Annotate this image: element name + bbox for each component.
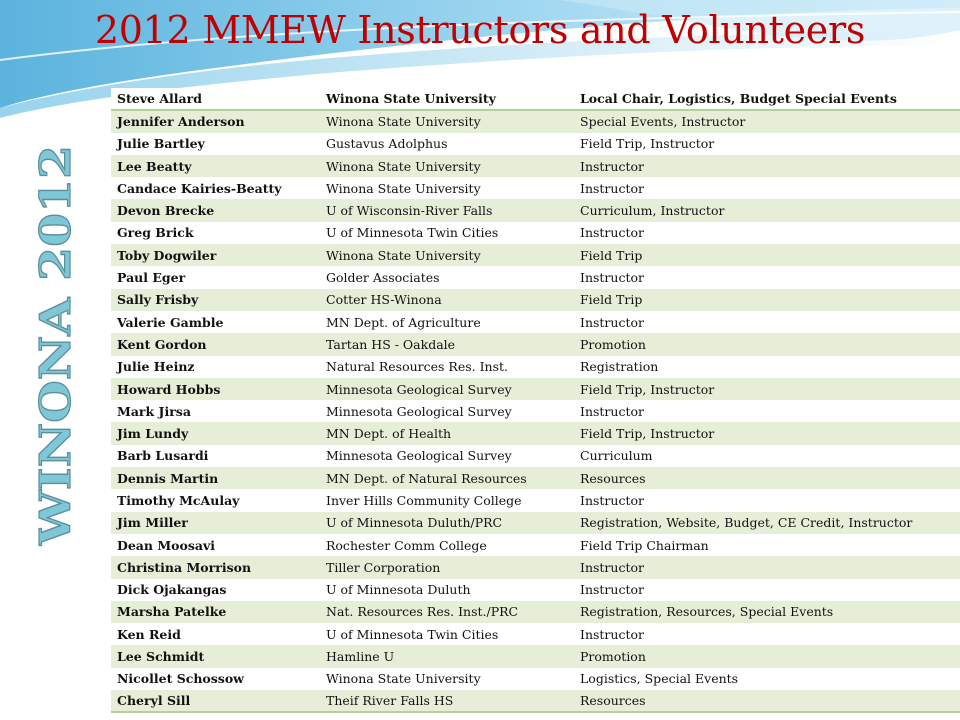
table-row — [111, 467, 960, 489]
table-row — [111, 556, 960, 578]
cell-affiliation: U of Minnesota Duluth/PRC — [326, 515, 503, 531]
cell-name: Barb Lusardi — [117, 448, 209, 464]
table-row — [111, 155, 960, 177]
cell-role: Curriculum, Instructor — [580, 203, 725, 219]
table-header-row — [111, 88, 960, 110]
cell-affiliation: Rochester Comm College — [326, 537, 487, 553]
cell-name: Paul Eger — [117, 270, 186, 286]
cell-name: Jim Miller — [117, 515, 188, 531]
table-row — [111, 133, 960, 155]
cell-affiliation: Winona State University — [326, 114, 481, 130]
cell-affiliation: Tiller Corporation — [326, 559, 441, 575]
cell-role: Promotion — [580, 336, 646, 352]
table-row — [111, 244, 960, 266]
cell-role: Resources — [580, 470, 646, 486]
header-name: Steve Allard — [111, 88, 320, 110]
cell-affiliation: Winona State University — [326, 180, 481, 196]
cell-affiliation: Minnesota Geological Survey — [326, 381, 512, 397]
instructors-table — [111, 88, 960, 713]
cell-affiliation: U of Minnesota Duluth — [326, 582, 471, 598]
table-row — [111, 601, 960, 623]
table-row — [111, 222, 960, 244]
table-row — [111, 199, 960, 221]
cell-role: Instructor — [580, 158, 644, 174]
cell-affiliation: Cotter HS-Winona — [326, 292, 442, 308]
cell-affiliation: MN Dept. of Natural Resources — [326, 470, 527, 486]
cell-affiliation: Minnesota Geological Survey — [326, 403, 512, 419]
cell-role: Instructor — [580, 626, 644, 642]
cell-role: Registration, Resources, Special Events — [580, 604, 834, 620]
cell-role: Instructor — [580, 270, 644, 286]
cell-name: Kent Gordon — [117, 336, 207, 352]
table-row — [111, 311, 960, 333]
cell-name: Mark Jirsa — [117, 403, 191, 419]
table-row — [111, 422, 960, 444]
cell-name: Lee Beatty — [117, 158, 192, 174]
table-row — [111, 378, 960, 400]
cell-name: Dennis Martin — [117, 470, 219, 486]
cell-name: Christina Morrison — [117, 559, 252, 575]
cell-name: Candace Kairies-Beatty — [117, 180, 282, 196]
cell-role: Field Trip, Instructor — [580, 381, 715, 397]
cell-name: Greg Brick — [117, 225, 194, 241]
cell-name: Marsha Patelke — [117, 604, 227, 620]
side-label-text: WINONA 2012 — [31, 200, 80, 545]
table-row — [111, 489, 960, 511]
cell-name: Cheryl Sill — [117, 693, 191, 709]
cell-affiliation: MN Dept. of Agriculture — [326, 314, 481, 330]
cell-role: Field Trip, Instructor — [580, 426, 715, 442]
header-role: Local Chair, Logistics, Budget Special Events — [574, 88, 960, 110]
cell-role: Curriculum — [580, 448, 653, 464]
cell-role: Instructor — [580, 180, 644, 196]
cell-role: Instructor — [580, 403, 644, 419]
cell-role: Field Trip — [580, 247, 643, 263]
cell-affiliation: Hamline U — [326, 649, 395, 665]
cell-name: Sally Frisby — [117, 292, 199, 308]
table-row — [111, 668, 960, 690]
cell-name: Toby Dogwiler — [117, 247, 217, 263]
cell-name: Dick Ojakangas — [117, 582, 227, 598]
table-row — [111, 266, 960, 288]
cell-role: Instructor — [580, 225, 644, 241]
cell-name: Dean Moosavi — [117, 537, 215, 553]
cell-role: Instructor — [580, 582, 644, 598]
cell-name: Nicollet Schossow — [117, 671, 244, 687]
table-row — [111, 400, 960, 422]
cell-affiliation: Golder Associates — [326, 270, 440, 286]
cell-name: Valerie Gamble — [117, 314, 224, 330]
cell-affiliation: Winona State University — [326, 247, 481, 263]
cell-affiliation: Theif River Falls HS — [326, 693, 454, 709]
cell-affiliation: Natural Resources Res. Inst. — [326, 359, 508, 375]
cell-affiliation: Winona State University — [326, 158, 481, 174]
cell-name: Jim Lundy — [117, 426, 189, 442]
table-body — [111, 110, 960, 712]
table-row — [111, 690, 960, 712]
cell-name: Julie Bartley — [117, 136, 205, 152]
slide-title: 2012 MMEW Instructors and Volunteers — [94, 8, 866, 52]
cell-affiliation: Inver Hills Community College — [326, 492, 522, 508]
cell-name: Lee Schmidt — [117, 649, 205, 665]
cell-affiliation: Nat. Resources Res. Inst./PRC — [326, 604, 519, 620]
cell-role: Field Trip, Instructor — [580, 136, 715, 152]
cell-affiliation: U of Minnesota Twin Cities — [326, 626, 499, 642]
cell-role: Special Events, Instructor — [580, 114, 746, 130]
cell-role: Logistics, Special Events — [580, 671, 739, 687]
cell-affiliation: U of Wisconsin-River Falls — [326, 203, 493, 219]
header-affiliation: Winona State University — [320, 88, 574, 110]
cell-role: Registration, Website, Budget, CE Credit, Instructor — [580, 515, 913, 531]
table-row — [111, 333, 960, 355]
cell-affiliation: MN Dept. of Health — [326, 426, 452, 442]
cell-role: Promotion — [580, 649, 646, 665]
cell-affiliation: Gustavus Adolphus — [326, 136, 448, 152]
cell-role: Field Trip — [580, 292, 643, 308]
table-row — [111, 645, 960, 667]
table-row — [111, 623, 960, 645]
cell-name: Jennifer Anderson — [117, 114, 245, 130]
cell-role: Instructor — [580, 314, 644, 330]
cell-affiliation: Minnesota Geological Survey — [326, 448, 512, 464]
cell-name: Howard Hobbs — [117, 381, 221, 397]
cell-name: Devon Brecke — [117, 203, 215, 219]
cell-name: Ken Reid — [117, 626, 181, 642]
side-label-winona-2012 — [31, 140, 80, 550]
table-row — [111, 177, 960, 199]
cell-name: Timothy McAulay — [117, 492, 240, 508]
table-row — [111, 110, 960, 132]
cell-affiliation: U of Minnesota Twin Cities — [326, 225, 499, 241]
cell-role: Registration — [580, 359, 659, 375]
cell-role: Field Trip Chairman — [580, 537, 709, 553]
table-row — [111, 534, 960, 556]
cell-name: Julie Heinz — [117, 359, 195, 375]
cell-affiliation: Winona State University — [326, 671, 481, 687]
table-row — [111, 445, 960, 467]
table-row — [111, 579, 960, 601]
table-row — [111, 289, 960, 311]
table-row — [111, 512, 960, 534]
cell-role: Instructor — [580, 492, 644, 508]
cell-role: Instructor — [580, 559, 644, 575]
cell-role: Resources — [580, 693, 646, 709]
cell-affiliation: Tartan HS - Oakdale — [326, 336, 456, 352]
table-row — [111, 356, 960, 378]
